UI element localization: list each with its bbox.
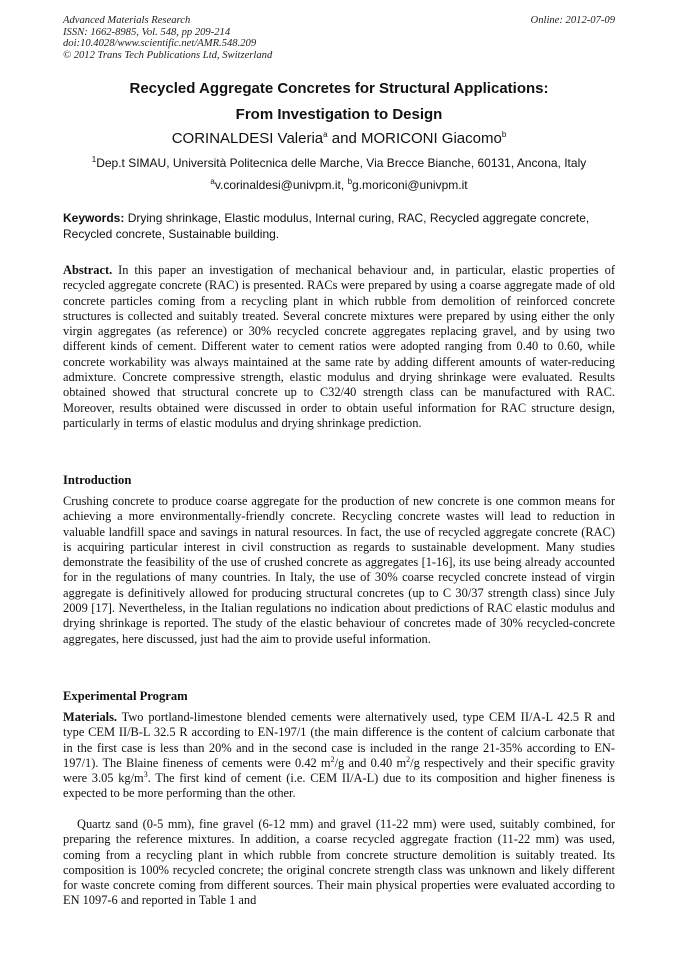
abstract-text: In this paper an investigation of mechanical behaviour and, in particular, elastic properties of recycled aggregate concrete (RAC) is presented. RACs were prepared by using a coarse aggregate made of old concrete particles coming from a recycling plant in which rubble from demolition of reinforced concrete structures is collected and suitably treated. Several concrete mixtures were prepared by using either the only virgin aggregates (as reference) or 30% recycled concrete aggregates replacing gravel, and by using two different kinds of cement. Different water to cement ratios were adopted ranging from 0.40 to 0.60, while concrete workability was always maintained at the same rate by adding different amounts of water-reducing admixture. Concrete compressive strength, elastic modulus and drying shrinkage were evaluated. Results obtained showed that structural concrete up to C32/40 strength class can be manufactured with RAC. Moreover, results obtained were discussed in order to obtain useful information for RAC structure design, particularly in terms of elastic modulus and drying shrinkage prediction.	[63, 263, 615, 430]
journal-header	[63, 15, 272, 61]
affiliation-sup: 1	[91, 155, 97, 164]
aggregates-paragraph: Quartz sand (0-5 mm), fine gravel (6-12 mm) and gravel (11-22 mm) were used, suitably combined, for preparing the reference mixtures. In addition, a coarse recycled aggregate fraction (11-22 mm) was used, coming from a recycling plant in which rubble from concrete structure demolition is suitably treated. Its composition is 100% recycled concrete; the original concrete strength class was unknown and likely different for waste concrete coming from different sources. Their main physical properties were evaluated according to EN 1097-6 and reported in Table 1 and	[63, 817, 615, 908]
author-2-sup: b	[501, 130, 507, 139]
materials-text-4: . The first kind of cement (i.e. CEM II/A-L) due to its composition and higher fineness is expected to be more performing than the other.	[63, 771, 615, 801]
author-2: MORICONI Giacomo	[360, 130, 502, 147]
affiliation	[40, 155, 638, 171]
online-date: Online: 2012-07-09	[530, 15, 615, 26]
copyright-line: © 2012 Trans Tech Publications Ltd, Switzerland	[63, 49, 273, 61]
journal-name: Advanced Materials Research	[63, 15, 191, 26]
email-a-sup: a	[210, 177, 215, 186]
author-emails	[40, 177, 638, 193]
doi-line: doi:10.4028/www.scientific.net/AMR.548.209	[63, 38, 257, 50]
introduction-text: Crushing concrete to produce coarse aggregate for the production of new concrete is one common means for achieving a more environmentally-friendly concrete. Recycling concrete wastes will lead to reduction in valuable landfill space and savings in natural resources. In fact, the use of recycled aggregate concrete (RAC) is acquiring particular interest in civil construction as regards to sustainable development. Many studies demonstrate the feasibility of the use of crushed concrete as aggregates [1-16], its use being already accounted for in the regulations of many countries. In Italy, the use of 30% coarse recycled concrete instead of virgin aggregate is definitively allowed for producing structural concretes (up to C 30/37 strength class) since July 2009 [17]. Nevertheless, in the Italian regulations no indication about predictions of RAC elastic modulus and drying shrinkage is reported. The study of the elastic behaviour of concretes made of 30% recycled-concrete aggregates, here discussed, just had the aim to provide useful information.	[63, 494, 615, 646]
email-b-sup: b	[347, 177, 353, 186]
materials-sup-2: 2	[406, 754, 411, 764]
keywords-text: Drying shrinkage, Elastic modulus, Internal curing, RAC, Recycled aggregate concrete, Recycled concrete, Sustainable building.	[63, 211, 590, 241]
materials-label: Materials.	[63, 710, 118, 724]
abstract	[63, 263, 615, 431]
experimental-heading: Experimental Program	[63, 689, 188, 703]
keywords-label: Keywords:	[63, 211, 125, 225]
author-1: CORINALDESI Valeria	[171, 130, 324, 147]
materials-text-1: Two portland-limestone blended cements were alternatively used, type CEM II/A-L 42.5 R and type CEM II/B-L 32.5 R according to EN-197/1 (the main difference is the content of calcium carbonate that in the first case is less than 20% and in the second case is included in the range 21-35% according to EN-197/1). The Blaine fineness of cements were 0.42 m	[63, 710, 615, 770]
materials-sup-3: 3	[143, 770, 148, 780]
author-and: and	[327, 130, 361, 147]
keywords	[63, 210, 615, 242]
email-b[interactable]: g.moriconi@univpm.it	[352, 178, 468, 192]
paper-title-line-2: From Investigation to Design	[235, 106, 443, 123]
materials-sup-1: 2	[330, 754, 335, 764]
issn-line: ISSN: 1662-8985, Vol. 548, pp 209-214	[63, 26, 231, 38]
abstract-label: Abstract.	[63, 263, 113, 277]
email-a[interactable]: v.corinaldesi@univpm.it,	[214, 178, 348, 192]
affiliation-text: Dep.t SIMAU, Università Politecnica delle Marche, Via Brecce Bianche, 60131, Ancona, Italy	[96, 156, 587, 170]
introduction-heading: Introduction	[63, 473, 132, 487]
materials-paragraph	[63, 710, 615, 802]
author-list	[40, 129, 638, 149]
materials-text-2: /g and 0.40 m	[334, 755, 407, 770]
paper-title-line-1: Recycled Aggregate Concretes for Structural Applications:	[129, 80, 549, 97]
author-1-sup: a	[323, 130, 328, 139]
materials-text-3: /g respectively and their specific gravity were 3.05 kg/m	[63, 755, 615, 786]
